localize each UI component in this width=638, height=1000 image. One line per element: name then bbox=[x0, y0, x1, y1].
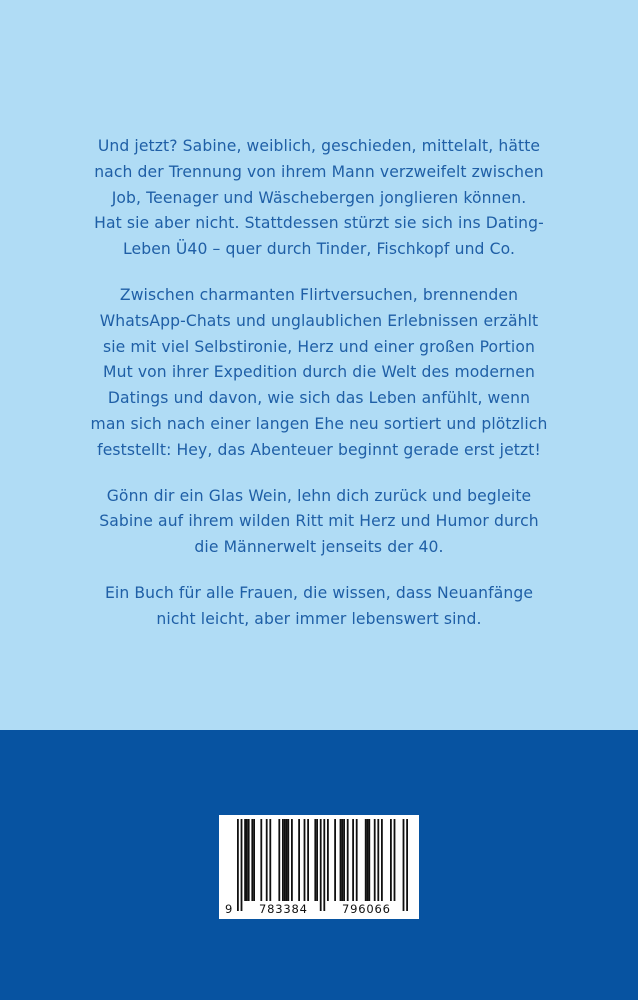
barcode-bar bbox=[291, 819, 293, 901]
blurb-line: Leben Ü40 – quer durch Tinder, Fischkopf und Co. bbox=[122, 240, 516, 259]
blurb-paragraph-3 bbox=[40, 484, 598, 561]
barcode-bar bbox=[248, 819, 250, 901]
blurb-line: Datings und davon, wie sich das Leben anfühlt, wenn bbox=[107, 389, 531, 408]
barcode-bar bbox=[278, 819, 280, 901]
blurb-line: Sabine auf ihrem wilden Ritt mit Herz und Humor durch bbox=[99, 512, 539, 531]
barcode-bar bbox=[340, 819, 342, 901]
barcode-bar bbox=[356, 819, 358, 901]
barcode-lead-digit: 9 bbox=[225, 902, 234, 916]
barcode-bar bbox=[394, 819, 396, 901]
barcode-bar bbox=[266, 819, 268, 901]
barcode-bar bbox=[343, 819, 345, 901]
blurb-line: die Männerwelt jenseits der 40. bbox=[194, 538, 444, 557]
barcode-bar bbox=[307, 819, 309, 901]
barcode-bar bbox=[287, 819, 289, 901]
barcode-bar bbox=[284, 819, 286, 901]
barcode-guard-bar bbox=[237, 819, 239, 911]
blurb-line: nach der Trennung von ihrem Mann verzweifelt zwischen bbox=[94, 162, 544, 181]
barcode-bar bbox=[377, 819, 379, 901]
barcode-bar bbox=[253, 819, 255, 901]
barcode-bar bbox=[244, 819, 246, 901]
barcode-bar bbox=[298, 819, 300, 901]
isbn-barcode bbox=[219, 815, 419, 919]
blurb-line: feststellt: Hey, das Abenteuer beginnt gerade erst jetzt! bbox=[97, 440, 541, 459]
barcode-bar bbox=[365, 819, 367, 901]
barcode-digit-group-2: 796066 bbox=[342, 902, 391, 916]
barcode-bar bbox=[367, 819, 369, 901]
barcode-bar bbox=[269, 819, 271, 901]
barcode-bar bbox=[304, 819, 306, 901]
barcode-digit-group-1: 783384 bbox=[259, 902, 308, 916]
blurb-line: Hat sie aber nicht. Stattdessen stürzt sie sich ins Dating- bbox=[94, 214, 544, 233]
barcode-guard-bar bbox=[406, 819, 408, 911]
blurb-line: Mut von ihrer Expedition durch die Welt des modernen bbox=[103, 363, 535, 382]
barcode-guard-bar bbox=[241, 819, 243, 911]
barcode-bar bbox=[246, 819, 248, 901]
barcode-bar bbox=[341, 819, 343, 901]
blurb-line: WhatsApp-Chats und unglaublichen Erlebnissen erzählt bbox=[99, 311, 539, 330]
blurb-line: Ein Buch für alle Frauen, die wissen, dass Neuanfänge bbox=[104, 583, 534, 602]
barcode-bar bbox=[352, 819, 354, 901]
blurb-paragraph-1 bbox=[40, 134, 598, 263]
barcode-guard-bar bbox=[403, 819, 405, 911]
blurb-paragraph-4 bbox=[40, 581, 598, 633]
blurb-text bbox=[40, 134, 598, 653]
barcode-bar bbox=[334, 819, 336, 901]
blurb-line: Und jetzt? Sabine, weiblich, geschieden, mittelalt, hätte bbox=[97, 137, 541, 155]
blurb-line: Job, Teenager und Wäschebergen jonglieren können. bbox=[111, 188, 527, 207]
blurb-line: Gönn dir ein Glas Wein, lehn dich zurück und begleite bbox=[106, 486, 532, 505]
blurb-paragraph-2 bbox=[40, 283, 598, 464]
barcode-guard-bar bbox=[323, 819, 325, 911]
barcode-bar bbox=[327, 819, 329, 901]
barcode-bar bbox=[390, 819, 392, 901]
barcode-bar bbox=[316, 819, 318, 901]
barcode-bar bbox=[260, 819, 262, 901]
blurb-line: nicht leicht, aber immer lebenswert sind. bbox=[156, 609, 482, 628]
blurb-line: man sich nach einer langen Ehe neu sortiert und plötzlich bbox=[90, 414, 548, 433]
barcode-bar bbox=[282, 819, 284, 901]
blurb-line: Zwischen charmanten Flirtversuchen, brennenden bbox=[119, 285, 519, 304]
barcode-bar bbox=[314, 819, 316, 901]
barcode-bar bbox=[368, 819, 370, 901]
barcode-bar bbox=[374, 819, 376, 901]
barcode-bar bbox=[347, 819, 349, 901]
barcode-bar bbox=[381, 819, 383, 901]
blurb-line: sie mit viel Selbstironie, Herz und einer großen Portion bbox=[103, 337, 535, 356]
barcode-bar bbox=[251, 819, 253, 901]
barcode-bar bbox=[286, 819, 288, 901]
barcode-guard-bar bbox=[320, 819, 322, 911]
